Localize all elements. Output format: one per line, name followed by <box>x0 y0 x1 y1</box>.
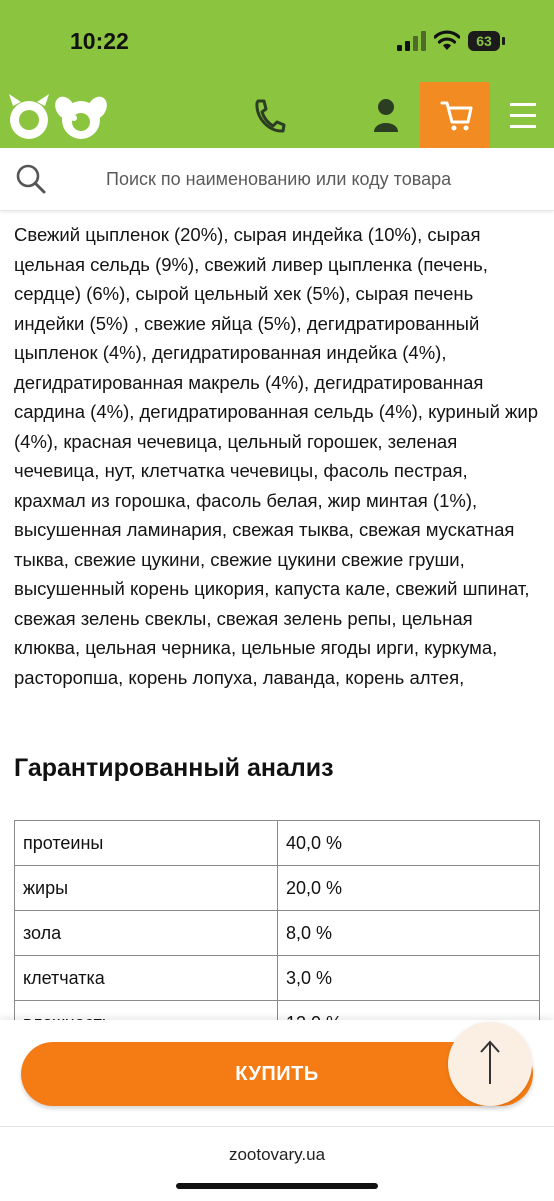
user-icon[interactable] <box>362 96 410 134</box>
nutrient-name: клетчатка <box>15 956 278 1001</box>
battery-level: 63 <box>468 31 500 51</box>
arrow-up-icon <box>476 1038 504 1090</box>
status-time: 10:22 <box>70 28 129 54</box>
nutrient-value: 40,0 % <box>278 821 540 866</box>
table-row <box>15 821 540 866</box>
nutrient-name: зола <box>15 911 278 956</box>
status-bar <box>0 0 554 82</box>
buy-button[interactable]: КУПИТЬ <box>21 1042 533 1106</box>
cart-button[interactable] <box>420 82 490 148</box>
browser-url-bar[interactable] <box>0 1126 554 1201</box>
composition-text: Свежий цыпленок (20%), сырая индейка (10%), сырая цельная сельдь (9%), свежий ливер цыпленка (печень, сердце) (6%), сырой цельный хек (5%), сырая печень индейки (5%) , свежие яйца (5%), дегидратированный цыпленок (4%), дегидратированная индейка (4%), дегидратированная макрель (4%), дегидратированная сардина (4%), дегидратированная сельдь (4%), куриный жир (4%), красная чечевица, цельный горошек, зеленая чечевица, нут, клетчатка чечевицы, фасоль пестрая, крахмал из горошка, фасоль белая, жир минтая (1%), высушенная ламинария, свежая тыква, свежая мускатная тыква, свежие цукини, свежие цукини свежие груши, высушенный корень цикория, капуста кале, свежий шпинат, свежая зелень свеклы, свежая зелень репы, цельная клюква, цельная черника, цельные ягоды ирги, куркума, расторопша, корень лопуха, лаванда, корень алтея, <box>14 224 539 688</box>
site-header <box>0 82 554 148</box>
phone-icon[interactable] <box>244 98 290 134</box>
table-row <box>15 956 540 1001</box>
table-row <box>15 911 540 956</box>
table-row <box>15 866 540 911</box>
hamburger-menu-icon[interactable] <box>498 94 548 138</box>
wifi-icon <box>434 30 460 52</box>
nutrient-name: жиры <box>15 866 278 911</box>
url-text: zootovary.ua <box>228 1145 326 1164</box>
search-bar <box>0 148 554 211</box>
scroll-to-top-button[interactable] <box>448 1022 532 1106</box>
nutrient-value: 20,0 % <box>278 866 540 911</box>
battery-icon <box>468 31 508 51</box>
nutrient-name: протеины <box>15 821 278 866</box>
analysis-title: Гарантированный анализ <box>14 754 334 782</box>
analysis-table <box>14 820 540 1046</box>
cellular-signal-icon <box>396 31 428 51</box>
cart-icon <box>420 82 490 148</box>
home-indicator <box>176 1183 378 1189</box>
search-input[interactable] <box>106 166 536 192</box>
search-icon[interactable] <box>14 162 48 196</box>
zootovary-logo[interactable] <box>4 90 108 142</box>
nutrient-value: 3,0 % <box>278 956 540 1001</box>
nutrient-value: 8,0 % <box>278 911 540 956</box>
